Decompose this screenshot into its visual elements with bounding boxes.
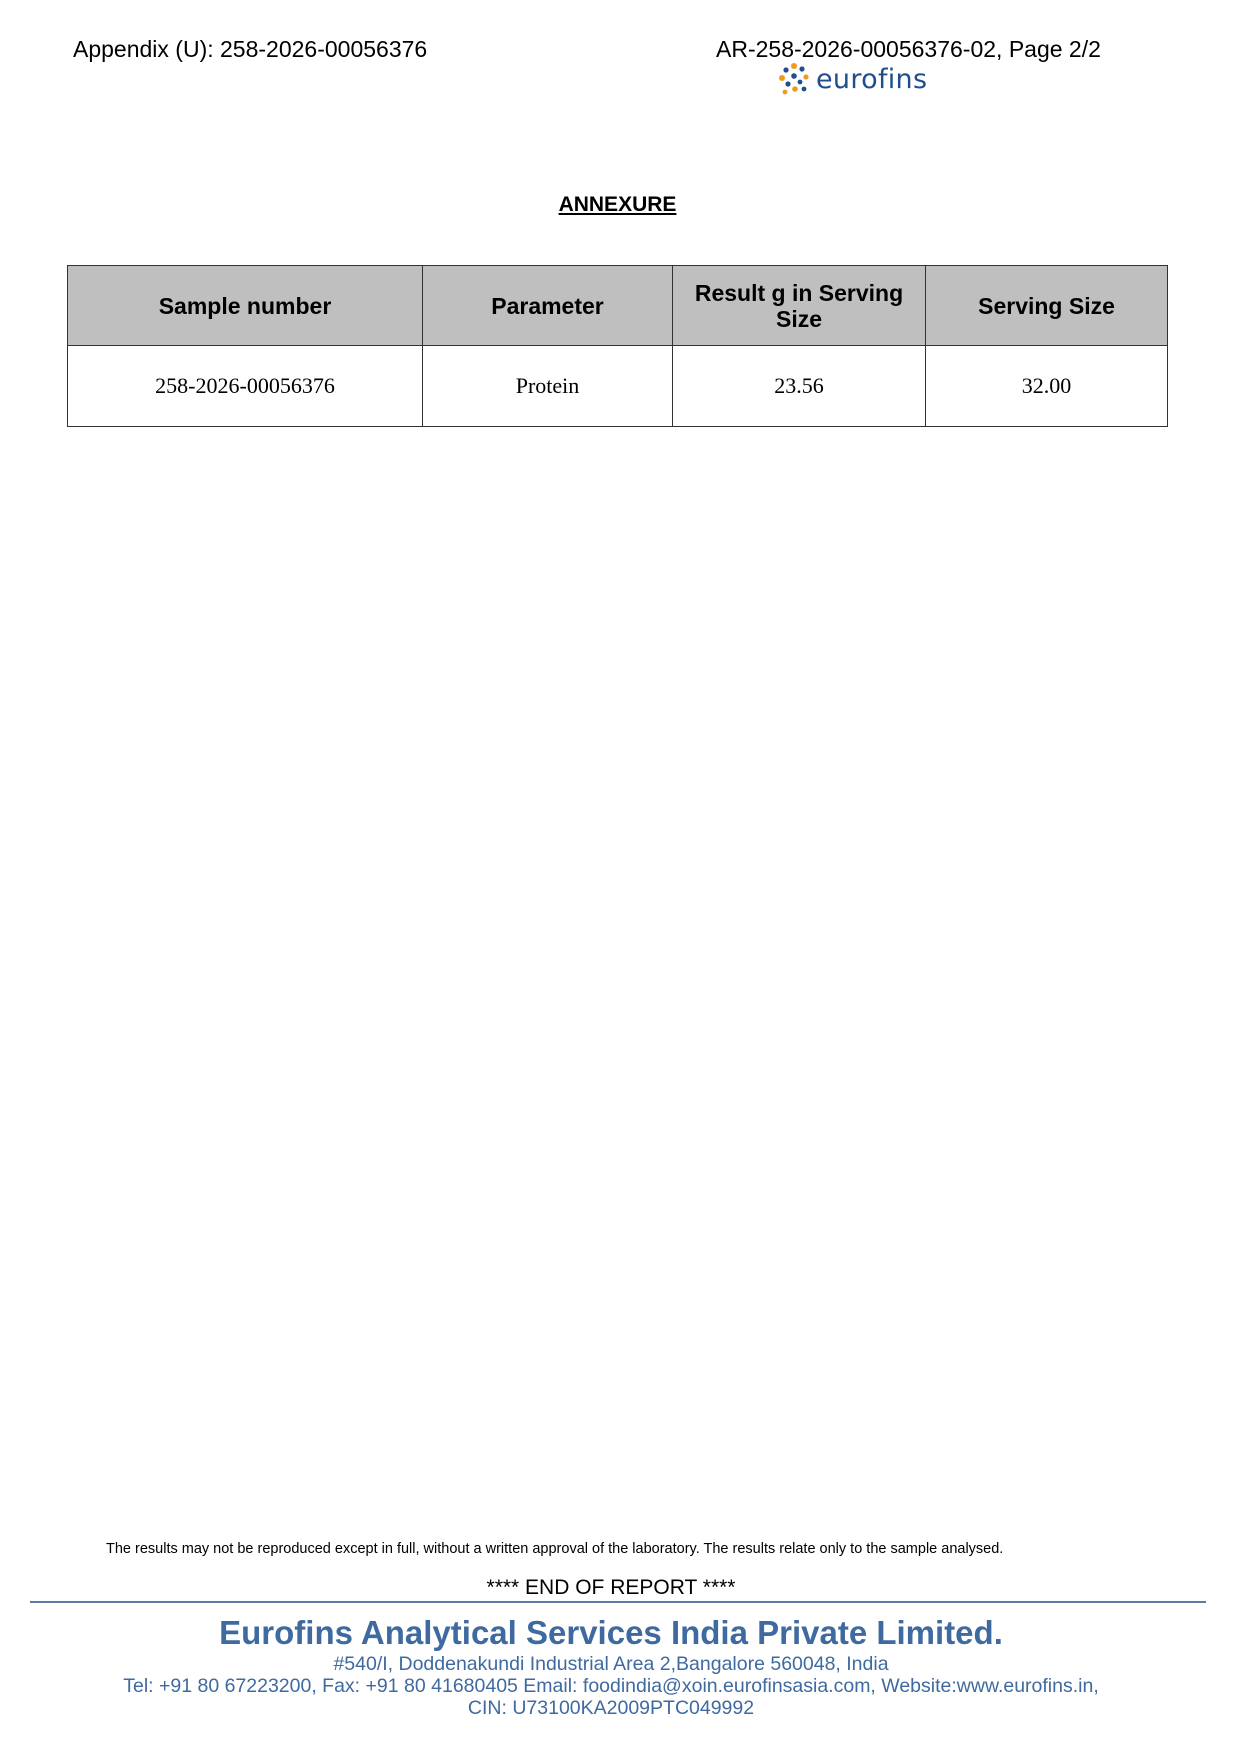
header-sample-number: Sample number bbox=[68, 266, 423, 346]
header-result-serving-text: Result g in Serving Size bbox=[694, 279, 904, 332]
company-name: Eurofins Analytical Services India Private Limited. bbox=[219, 1614, 1003, 1651]
disclaimer-text: The results may not be reproduced except in full, without a written approval of the laboratory. The results relate only to the sample analysed. bbox=[106, 1541, 1004, 1557]
annexure-title: ANNEXURE bbox=[558, 193, 677, 216]
header-serving-size: Serving Size bbox=[926, 266, 1168, 346]
company-address: #540/I, Doddenakundi Industrial Area 2,Bangalore 560048, India bbox=[333, 1653, 889, 1675]
table-header-row bbox=[68, 266, 1168, 346]
table-row bbox=[68, 346, 1168, 427]
cell-serving-size: 32.00 bbox=[926, 346, 1168, 427]
header-result-serving bbox=[673, 266, 926, 346]
company-cin: CIN: U73100KA2009PTC049992 bbox=[467, 1697, 755, 1719]
eurofins-logo bbox=[778, 60, 927, 98]
eurofins-wordmark: eurofins bbox=[816, 63, 928, 95]
report-reference-page: AR-258-2026-00056376-02, Page 2/2 bbox=[716, 36, 1101, 62]
footer-divider bbox=[30, 1601, 1206, 1603]
cell-parameter: Protein bbox=[423, 346, 673, 427]
end-of-report: **** END OF REPORT **** bbox=[486, 1576, 736, 1599]
annexure-table bbox=[67, 265, 1168, 427]
eurofins-dots-icon bbox=[778, 62, 810, 96]
cell-sample-number: 258-2026-00056376 bbox=[68, 346, 423, 427]
header-parameter: Parameter bbox=[423, 266, 673, 346]
appendix-reference: Appendix (U): 258-2026-00056376 bbox=[73, 36, 428, 62]
company-contact: Tel: +91 80 67223200, Fax: +91 80 41680405 Email: foodindia@xoin.eurofinsasia.com, Website:www.eurofins.in, bbox=[123, 1675, 1099, 1697]
cell-result: 23.56 bbox=[673, 346, 926, 427]
